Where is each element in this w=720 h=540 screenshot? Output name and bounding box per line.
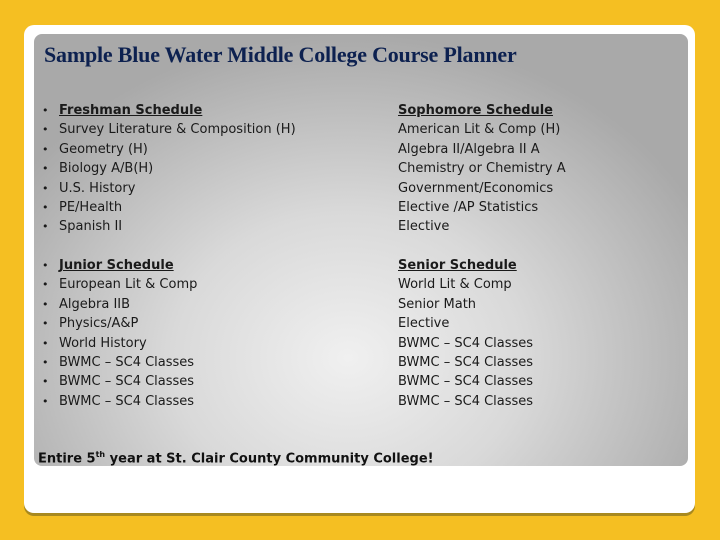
list-item <box>42 217 296 236</box>
list-item <box>42 120 296 139</box>
footer-text-rest: year at St. Clair County Community College! <box>105 451 434 467</box>
bullet-icon: • <box>42 104 49 117</box>
item-text: World History <box>59 335 147 351</box>
bullet-icon: • <box>42 336 49 350</box>
item-text: Senior Math <box>398 296 477 312</box>
item-text: Government/Economics <box>398 180 554 196</box>
list-item <box>398 159 566 178</box>
item-text: Elective <box>398 316 450 332</box>
bullet-icon: • <box>42 394 49 408</box>
heading-text: Junior Schedule <box>59 258 174 273</box>
list-item <box>42 314 197 333</box>
item-text: PE/Health <box>59 199 123 215</box>
page-title: Sample Blue Water Middle College Course Planner <box>44 42 517 67</box>
list-item <box>42 353 197 372</box>
list-item <box>42 275 197 294</box>
item-text: BWMC – SC4 Classes <box>59 393 195 409</box>
bullet-icon: • <box>42 297 49 311</box>
bullet-icon: • <box>42 123 49 137</box>
item-text: Elective /AP Statistics <box>398 199 539 215</box>
freshman-list <box>42 101 296 237</box>
item-text: BWMC – SC4 Classes <box>398 374 534 390</box>
item-text: BWMC – SC4 Classes <box>59 354 195 370</box>
bullet-icon: • <box>42 278 49 292</box>
item-text: BWMC – SC4 Classes <box>398 393 534 409</box>
bullet-icon: • <box>42 162 49 176</box>
item-text: BWMC – SC4 Classes <box>398 335 534 351</box>
list-item <box>42 372 197 391</box>
item-text: World Lit & Comp <box>398 277 512 293</box>
list-item <box>398 198 566 217</box>
senior-list <box>398 256 533 411</box>
item-text: American Lit & Comp (H) <box>398 122 561 138</box>
sophomore-heading <box>398 101 566 120</box>
list-item <box>398 353 533 372</box>
bullet-icon: • <box>42 181 49 195</box>
list-item <box>398 372 533 391</box>
bullet-icon: • <box>42 142 49 156</box>
list-item <box>42 159 296 178</box>
junior-heading <box>42 256 197 275</box>
item-text: Chemistry or Chemistry A <box>398 161 566 177</box>
sophomore-list <box>398 101 566 237</box>
item-text: U.S. History <box>59 180 136 196</box>
freshman-heading <box>42 101 296 120</box>
list-item <box>398 120 566 139</box>
list-item <box>42 179 296 198</box>
item-text: Physics/A&P <box>59 316 139 332</box>
footer-note <box>38 450 434 466</box>
item-text: BWMC – SC4 Classes <box>398 354 534 370</box>
item-text: Spanish II <box>59 219 123 235</box>
item-text: Survey Literature & Composition (H) <box>59 122 296 138</box>
list-item <box>398 334 533 353</box>
footer-text: Entire 5 <box>38 451 96 467</box>
bullet-icon: • <box>42 259 49 272</box>
list-item <box>42 295 197 314</box>
list-item <box>398 392 533 411</box>
list-item <box>398 275 533 294</box>
item-text: Elective <box>398 219 450 235</box>
list-item <box>42 392 197 411</box>
bullet-icon: • <box>42 220 49 234</box>
item-text: Algebra II/Algebra II A <box>398 141 540 157</box>
heading-text: Senior Schedule <box>398 258 517 273</box>
item-text: Biology A/B(H) <box>59 161 154 177</box>
heading-text: Freshman Schedule <box>59 103 203 118</box>
list-item <box>42 334 197 353</box>
list-item <box>42 140 296 159</box>
item-text: Algebra IIB <box>59 296 131 312</box>
junior-list <box>42 256 197 411</box>
bullet-icon: • <box>42 375 49 389</box>
list-item <box>42 198 296 217</box>
bullet-icon: • <box>42 317 49 331</box>
heading-text: Sophomore Schedule <box>398 103 553 118</box>
list-item <box>398 295 533 314</box>
list-item <box>398 179 566 198</box>
list-item <box>398 217 566 236</box>
list-item <box>398 314 533 333</box>
item-text: European Lit & Comp <box>59 277 198 293</box>
bullet-icon: • <box>42 200 49 214</box>
item-text: BWMC – SC4 Classes <box>59 374 195 390</box>
item-text: Geometry (H) <box>59 141 148 157</box>
senior-heading <box>398 256 533 275</box>
list-item <box>398 140 566 159</box>
bullet-icon: • <box>42 355 49 369</box>
footer-superscript: th <box>95 450 106 459</box>
